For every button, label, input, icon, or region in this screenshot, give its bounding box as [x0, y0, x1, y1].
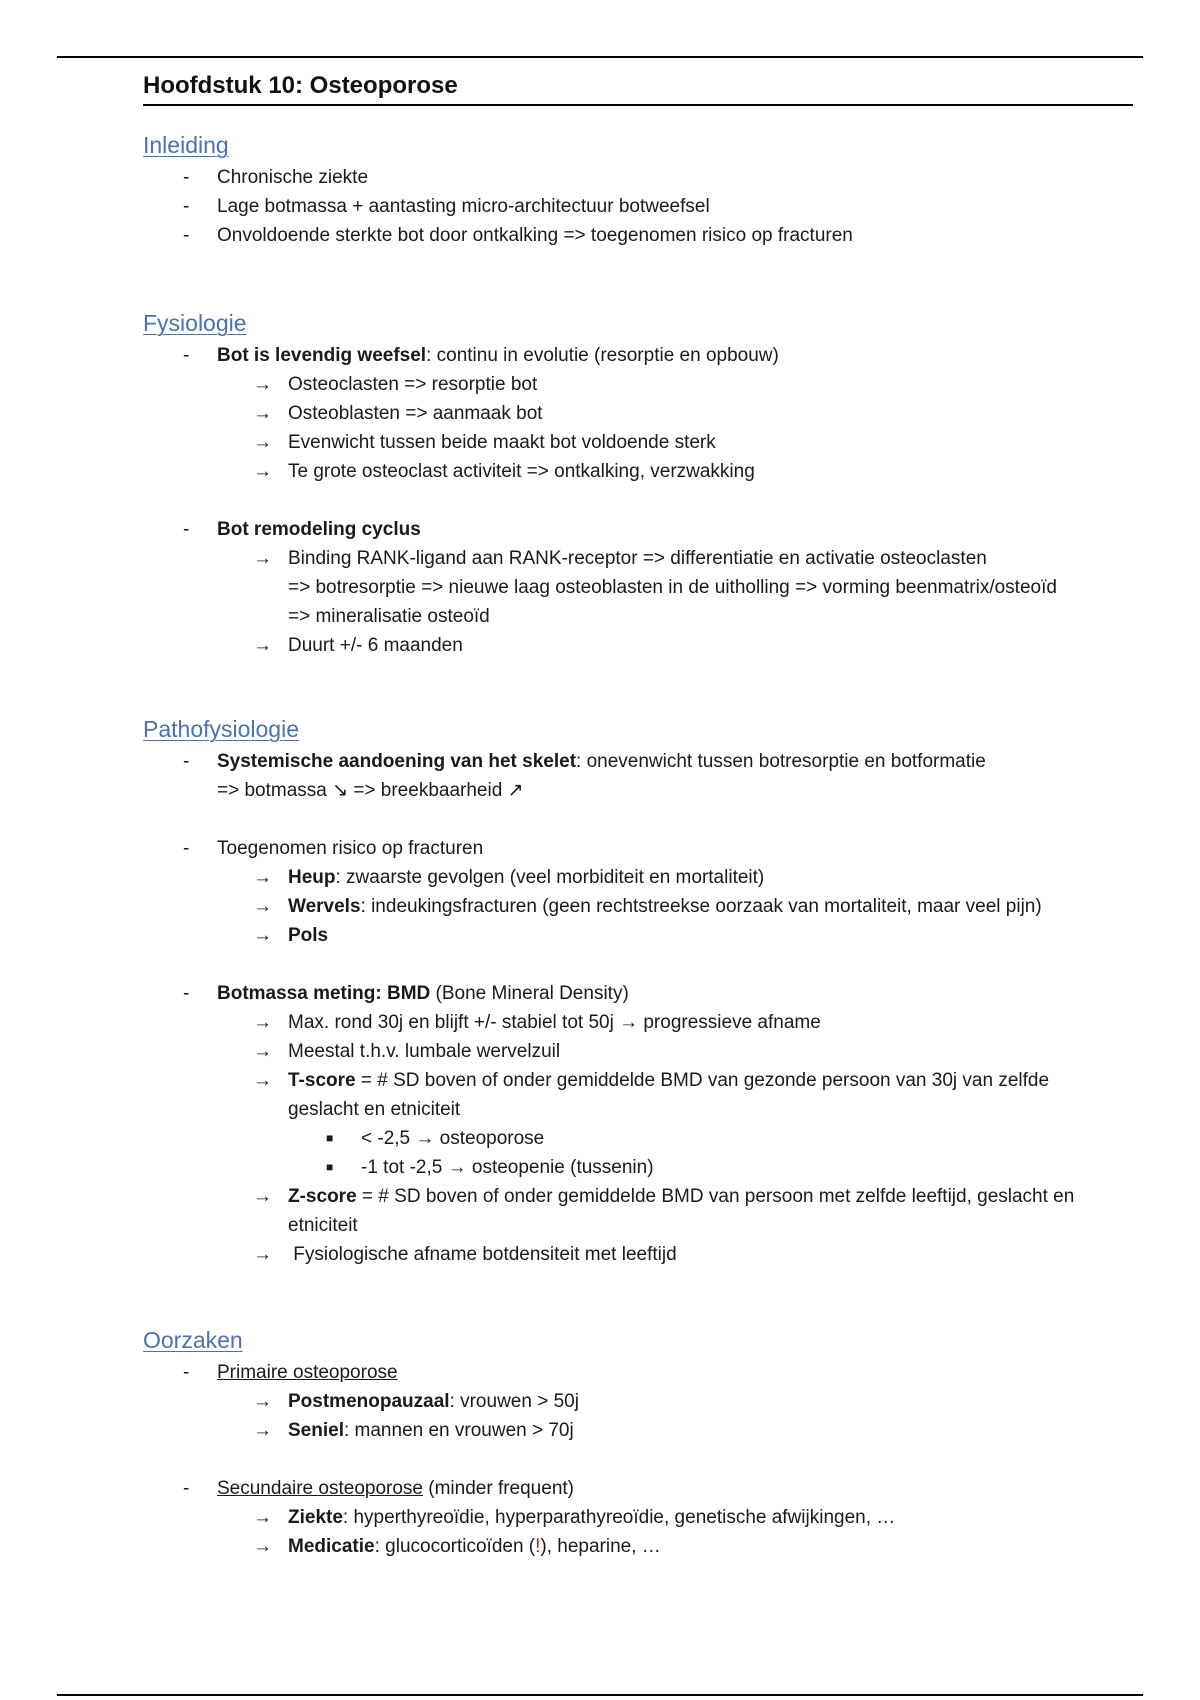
square-bullet-icon: ■: [326, 1131, 334, 1145]
arrow-bullet-icon: →: [253, 635, 272, 656]
arrow-bullet-icon: →: [253, 925, 272, 946]
sub-item: → Wervels: indeukingsfracturen (geen rechtstreekse oorzaak van mortaliteit, maar veel pijn): [143, 892, 1133, 921]
sub-item-zscore: → Z-score = # SD boven of onder gemiddelde BMD van persoon met zelfde leeftijd, geslacht en: [143, 1182, 1133, 1211]
dash-bullet: -: [183, 1478, 190, 1499]
document-page: [143, 72, 1133, 1561]
arrow-bullet-icon: →: [253, 432, 272, 453]
list-item-continuation: => botmassa ↘ => breekbaarheid ↗: [217, 780, 524, 801]
sub-item: → Osteoclasten => resorptie bot: [143, 370, 1133, 399]
list-item: - Primaire osteoporose: [143, 1358, 1133, 1387]
sub-item-continuation: geslacht en etniciteit: [288, 1099, 461, 1120]
dash-bullet: -: [183, 751, 190, 772]
section-inleiding: [143, 132, 1133, 250]
warning-exclamation: !: [535, 1536, 541, 1557]
section-fysiologie: [143, 310, 1133, 660]
sub-item: → Ziekte: hyperthyreoïdie, hyperparathyreoïdie, genetische afwijkingen, …: [143, 1503, 1133, 1532]
sub-item-continuation: etniciteit: [288, 1215, 358, 1236]
arrow-bullet-icon: →: [253, 1536, 272, 1557]
dash-bullet: -: [183, 1362, 190, 1383]
tscore-item: ■ -1 tot -2,5 → osteopenie (tussenin): [143, 1153, 1133, 1182]
arrow-bullet-icon: →: [253, 1420, 272, 1441]
arrow-bullet-icon: →: [253, 461, 272, 482]
sub-item: → Pols: [143, 921, 1133, 950]
list-item: - Bot remodeling cyclus: [143, 515, 1133, 544]
sub-item: → Meestal t.h.v. lumbale wervelzuil: [143, 1037, 1133, 1066]
arrow-bullet-icon: →: [253, 1041, 272, 1062]
list-item: - Onvoldoende sterkte bot door ontkalking => toegenomen risico op fracturen: [143, 221, 1133, 250]
dash-bullet: -: [183, 225, 190, 246]
dash-bullet: -: [183, 838, 190, 859]
chapter-title: Hoofdstuk 10: Osteoporose: [143, 72, 1133, 106]
sub-item-tscore: → T-score = # SD boven of onder gemiddelde BMD van gezonde persoon van 30j van zelfde: [143, 1066, 1133, 1095]
arrow-bullet-icon: →: [253, 1070, 272, 1091]
arrow-bullet-icon: →: [253, 1507, 272, 1528]
sub-item: → Medicatie: glucocorticoïden (!), heparine, …: [143, 1532, 1133, 1561]
sub-item: → Fysiologische afname botdensiteit met leeftijd: [143, 1240, 1133, 1269]
arrow-bullet-icon: →: [253, 896, 272, 917]
list-item: - Secundaire osteoporose (minder frequent): [143, 1474, 1133, 1503]
arrow-bullet-icon: →: [253, 1186, 272, 1207]
section-heading-pathofysiologie: Pathofysiologie: [143, 716, 299, 742]
arrow-bullet-icon: →: [253, 548, 272, 569]
dash-bullet: -: [183, 345, 190, 366]
list-item: - Bot is levendig weefsel: continu in evolutie (resorptie en opbouw): [143, 341, 1133, 370]
sub-item: → Binding RANK-ligand aan RANK-receptor => differentiatie en activatie osteoclasten: [143, 544, 1133, 573]
bottom-rule: [57, 1694, 1143, 1696]
dash-bullet: -: [183, 519, 190, 540]
sub-item: → Seniel: mannen en vrouwen > 70j: [143, 1416, 1133, 1445]
arrow-bullet-icon: →: [253, 374, 272, 395]
sub-item: → Te grote osteoclast activiteit => ontkalking, verzwakking: [143, 457, 1133, 486]
section-oorzaken: [143, 1327, 1133, 1561]
sub-item-continuation: => botresorptie => nieuwe laag osteoblasten in de uitholling => vorming beenmatrix/osteoïd: [288, 577, 1057, 598]
section-heading-inleiding: Inleiding: [143, 132, 229, 158]
arrow-bullet-icon: →: [253, 867, 272, 888]
top-rule: [57, 56, 1143, 58]
dash-bullet: -: [183, 983, 190, 1004]
arrow-bullet-icon: →: [253, 1012, 272, 1033]
sub-item-continuation: => mineralisatie osteoïd: [288, 606, 490, 627]
arrow-bullet-icon: →: [253, 1244, 272, 1265]
sub-item: → Osteoblasten => aanmaak bot: [143, 399, 1133, 428]
sub-item: → Heup: zwaarste gevolgen (veel morbiditeit en mortaliteit): [143, 863, 1133, 892]
section-heading-fysiologie: Fysiologie: [143, 310, 247, 336]
section-heading-oorzaken: Oorzaken: [143, 1327, 243, 1353]
sub-item: → Duurt +/- 6 maanden: [143, 631, 1133, 660]
arrow-bullet-icon: →: [253, 1391, 272, 1412]
tscore-item: ■ < -2,5 → osteoporose: [143, 1124, 1133, 1153]
sub-item: → Evenwicht tussen beide maakt bot voldoende sterk: [143, 428, 1133, 457]
list-item: - Toegenomen risico op fracturen: [143, 834, 1133, 863]
sub-item: → Postmenopauzaal: vrouwen > 50j: [143, 1387, 1133, 1416]
list-item: - Lage botmassa + aantasting micro-architectuur botweefsel: [143, 192, 1133, 221]
arrow-bullet-icon: →: [253, 403, 272, 424]
dash-bullet: -: [183, 196, 190, 217]
list-item: - Botmassa meting: BMD (Bone Mineral Density): [143, 979, 1133, 1008]
dash-bullet: -: [183, 167, 190, 188]
list-item: - Systemische aandoening van het skelet: onevenwicht tussen botresorptie en botformatie: [143, 747, 1133, 776]
square-bullet-icon: ■: [326, 1160, 334, 1174]
list-item: - Chronische ziekte: [143, 163, 1133, 192]
sub-item: → Max. rond 30j en blijft +/- stabiel tot 50j → progressieve afname: [143, 1008, 1133, 1037]
section-pathofysiologie: [143, 716, 1133, 1269]
